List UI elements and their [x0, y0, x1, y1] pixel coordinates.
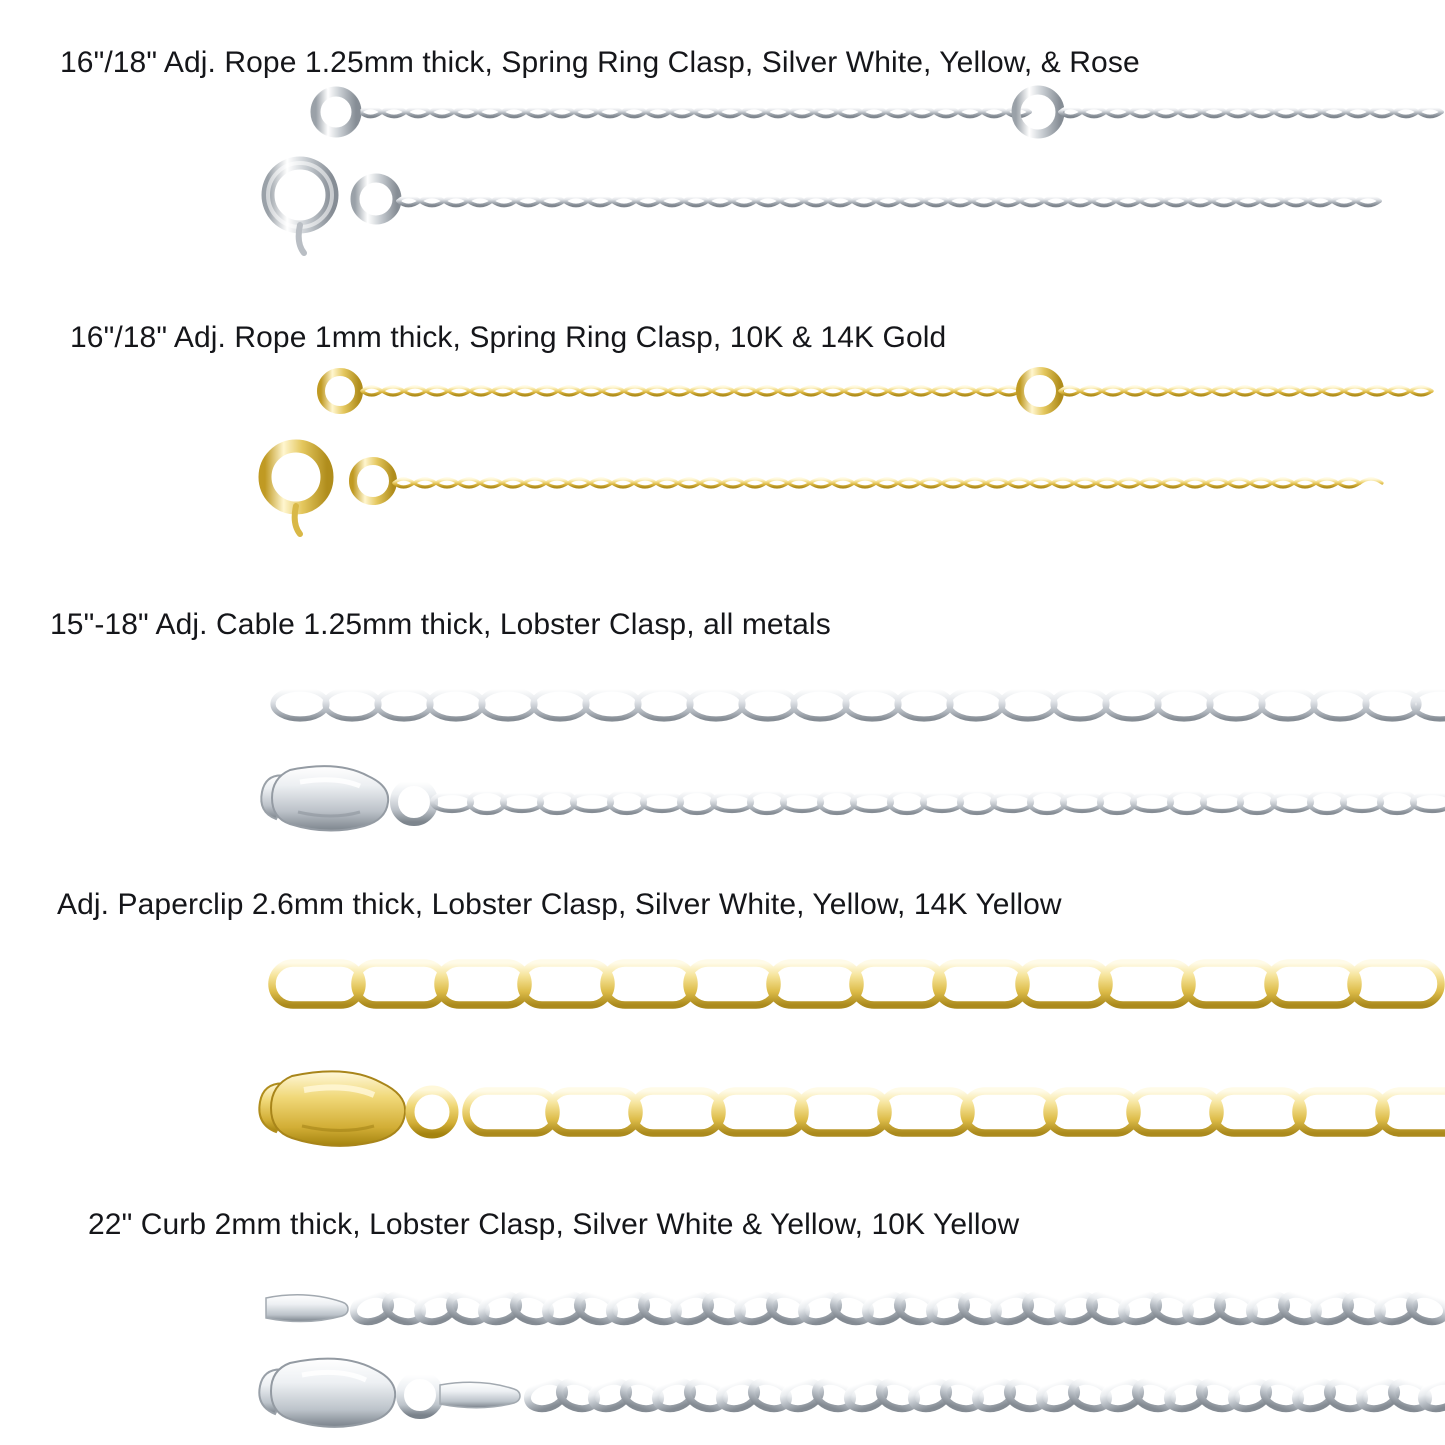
chain-illustration-curb-silver — [0, 1242, 1445, 1442]
spring-ring-clasp — [265, 446, 393, 534]
chain-illustration-paperclip-gold — [0, 922, 1445, 1152]
cable-chain — [432, 791, 1445, 813]
chain-caption: Adj. Paperclip 2.6mm thick, Lobster Clasp, Silver White, Yellow, 14K Yellow — [57, 888, 1062, 921]
chain-block-paperclip-gold — [0, 888, 1445, 1152]
chain-block-curb-silver — [0, 1208, 1445, 1442]
chain-caption: 15"-18" Adj. Cable 1.25mm thick, Lobster Clasp, all metals — [50, 608, 831, 641]
chain-caption: 16"/18" Adj. Rope 1mm thick, Spring Ring Clasp, 10K & 14K Gold — [70, 321, 947, 354]
chain-caption: 22" Curb 2mm thick, Lobster Clasp, Silver White & Yellow, 10K Yellow — [88, 1208, 1020, 1241]
chain-illustration-rope-gold — [0, 355, 1445, 555]
lobster-clasp — [259, 1071, 454, 1145]
rope-strand-lower — [268, 163, 1380, 253]
lobster-clasp — [259, 1359, 520, 1427]
chain-block-rope-gold — [0, 321, 1445, 555]
chain-illustration-cable-silver — [0, 642, 1445, 852]
extender-chain — [273, 689, 1445, 719]
spring-ring-clasp — [268, 163, 397, 253]
curb-row-upper — [266, 1290, 1445, 1326]
chain-block-cable-silver — [0, 608, 1445, 852]
paperclip-row-lower — [259, 1071, 1445, 1145]
chain-illustration-rope-silver — [0, 80, 1445, 280]
curb-row-lower — [259, 1359, 1445, 1427]
chain-caption: 16"/18" Adj. Rope 1.25mm thick, Spring Ring Clasp, Silver White, Yellow, & Rose — [60, 46, 1140, 79]
chain-block-rope-silver — [0, 46, 1445, 280]
lobster-clasp — [261, 766, 434, 830]
paperclip-row-upper — [272, 963, 1441, 1005]
